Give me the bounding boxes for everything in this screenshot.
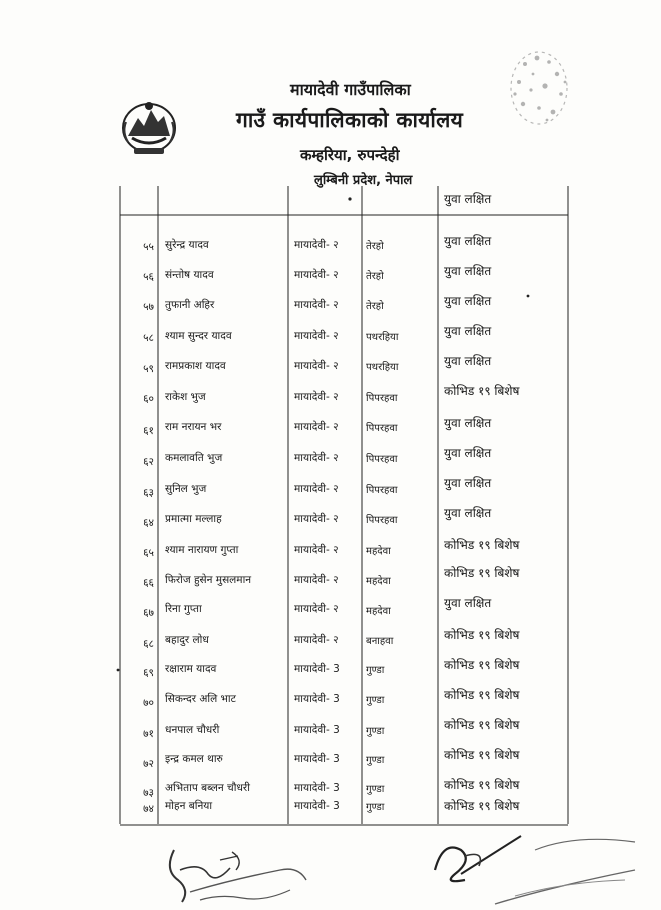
row-category: युवा लक्षित — [444, 324, 492, 338]
row-address: मायादेवी- २ — [294, 299, 339, 311]
row-address: मायादेवी- २ — [294, 513, 339, 525]
row-address: मायादेवी- 3 — [294, 782, 340, 794]
row-address: मायादेवी- २ — [294, 483, 339, 495]
row-sn: ६८ — [143, 638, 154, 650]
row-name: रामप्रकाश यादव — [165, 360, 226, 372]
row-category: कोभिड १९ बिशेष — [444, 778, 520, 792]
row-category: कोभिड १९ बिशेष — [444, 658, 520, 672]
row-tole: बनाहवा — [366, 636, 394, 647]
row-tole: महदेवा — [366, 606, 391, 617]
row-sn: ६२ — [143, 456, 154, 468]
row-name: श्याम सुन्दर यादव — [165, 330, 232, 342]
row-address: मायादेवी- २ — [294, 269, 339, 281]
row-address: मायादेवी- २ — [294, 603, 339, 615]
row-name: सुनिल भुज — [165, 483, 207, 495]
row-sn: ५६ — [143, 271, 154, 283]
row-category: युवा लक्षित — [444, 596, 492, 610]
row-tole: महदेवा — [366, 576, 391, 587]
row-sn: ७२ — [143, 758, 154, 770]
row-sn: ७३ — [143, 787, 154, 799]
row-tole: पिपरहवा — [366, 515, 398, 526]
row-category: कोभिड १९ बिशेष — [444, 688, 520, 702]
row-name: तुफानी अहिर — [165, 299, 215, 311]
row-name: रिना गुप्ता — [165, 603, 202, 615]
province-name: लुम्बिनी प्रदेश, नेपाल — [314, 173, 413, 188]
row-category: युवा लक्षित — [444, 234, 492, 248]
row-name: अभिताप बब्लन चौधरी — [165, 782, 250, 794]
row-category: कोभिड १९ बिशेष — [444, 718, 520, 732]
row-tole: गुण्डा — [366, 665, 385, 676]
row-tole: पथरहिया — [366, 362, 399, 373]
row-tole: तेरहो — [366, 271, 384, 282]
row-name: रक्षाराम यादव — [165, 663, 217, 675]
row-name: कमलावति भुज — [165, 452, 223, 464]
row-tole: पिपरहवा — [366, 485, 398, 496]
row-sn: ७१ — [143, 728, 154, 740]
row-sn: ६६ — [143, 577, 154, 589]
row-category: युवा लक्षित — [444, 294, 492, 308]
row-sn: ६५ — [143, 547, 154, 559]
row-category: युवा लक्षित — [444, 476, 492, 490]
row-address: मायादेवी- २ — [294, 330, 339, 342]
row-sn: ५९ — [143, 363, 154, 375]
office-location: कम्हरिया, रुपन्देही — [300, 146, 400, 164]
row-tole: गुण्डा — [366, 755, 385, 766]
row-category: कोभिड १९ बिशेष — [444, 628, 520, 642]
row-address: मायादेवी- २ — [294, 544, 339, 556]
row-sn: ५७ — [143, 301, 154, 313]
continued-category: युवा लक्षित — [444, 192, 492, 206]
row-name: इन्द्र कमल थारु — [165, 753, 223, 765]
row-name: श्याम नारायण गुप्ता — [165, 544, 239, 556]
row-category: युवा लक्षित — [444, 416, 492, 430]
row-name: मोहन बनिया — [165, 800, 213, 812]
row-tole: गुण्डा — [366, 802, 385, 813]
office-name: गाउँ कार्यपालिकाको कार्यालय — [236, 108, 464, 132]
row-category: युवा लक्षित — [444, 354, 492, 368]
row-tole: तेरहो — [366, 241, 384, 252]
row-name: धनपाल चौधरी — [165, 724, 220, 736]
row-sn: ६४ — [143, 517, 154, 529]
row-tole: पथरहिया — [366, 332, 399, 343]
row-category: युवा लक्षित — [444, 506, 492, 520]
row-address: मायादेवी- २ — [294, 239, 339, 251]
row-address: मायादेवी- २ — [294, 360, 339, 372]
row-address: मायादेवी- २ — [294, 391, 339, 403]
row-sn: ६१ — [143, 425, 154, 437]
row-sn: ६९ — [143, 667, 154, 679]
row-tole: तेरहो — [366, 301, 384, 312]
row-address: मायादेवी- २ — [294, 421, 339, 433]
row-tole: गुण्डा — [366, 784, 385, 795]
row-name: बहादुर लोध — [165, 634, 209, 646]
row-tole: पिपरहवा — [366, 454, 398, 465]
row-sn: ५५ — [143, 241, 154, 253]
signature-left-icon — [160, 840, 310, 910]
municipality-name: मायादेवी गाउँपालिका — [290, 80, 411, 99]
row-category: कोभिड १९ बिशेष — [444, 748, 520, 762]
row-address: मायादेवी- 3 — [294, 724, 340, 736]
row-category: युवा लक्षित — [444, 264, 492, 278]
row-address: मायादेवी- 3 — [294, 800, 340, 812]
row-tole: पिपरहवा — [366, 423, 398, 434]
row-tole: महदेवा — [366, 546, 391, 557]
row-address: मायादेवी- 3 — [294, 753, 340, 765]
row-tole: गुण्डा — [366, 695, 385, 706]
row-name: प्रमात्मा मल्लाह — [165, 513, 222, 525]
signature-right-icon — [425, 830, 645, 910]
row-name: राकेश भुज — [165, 391, 206, 403]
row-address: मायादेवी- २ — [294, 452, 339, 464]
row-address: मायादेवी- 3 — [294, 693, 340, 705]
row-sn: ५८ — [143, 332, 154, 344]
row-category: कोभिड १९ बिशेष — [444, 384, 520, 398]
row-tole: पिपरहवा — [366, 393, 398, 404]
row-tole: गुण्डा — [366, 726, 385, 737]
row-category: युवा लक्षित — [444, 446, 492, 460]
row-category: कोभिड १९ बिशेष — [444, 538, 520, 552]
row-name: फिरोज हुसेन मुसलमान — [165, 574, 252, 586]
row-name: संन्तोष यादव — [165, 269, 214, 281]
row-name: सुरेन्द्र यादव — [165, 239, 209, 251]
row-sn: ६० — [143, 393, 154, 405]
row-address: मायादेवी- २ — [294, 574, 339, 586]
row-category: कोभिड १९ बिशेष — [444, 566, 520, 580]
row-sn: ६३ — [143, 487, 154, 499]
row-sn: ७० — [143, 697, 154, 709]
row-sn: ७४ — [143, 803, 154, 815]
row-address: मायादेवी- २ — [294, 634, 339, 646]
row-sn: ६७ — [143, 607, 154, 619]
row-address: मायादेवी- 3 — [294, 663, 340, 675]
row-category: कोभिड १९ बिशेष — [444, 799, 520, 813]
row-name: सिकन्दर अलि भाट — [165, 693, 236, 705]
row-name: राम नरायन भर — [165, 421, 222, 433]
